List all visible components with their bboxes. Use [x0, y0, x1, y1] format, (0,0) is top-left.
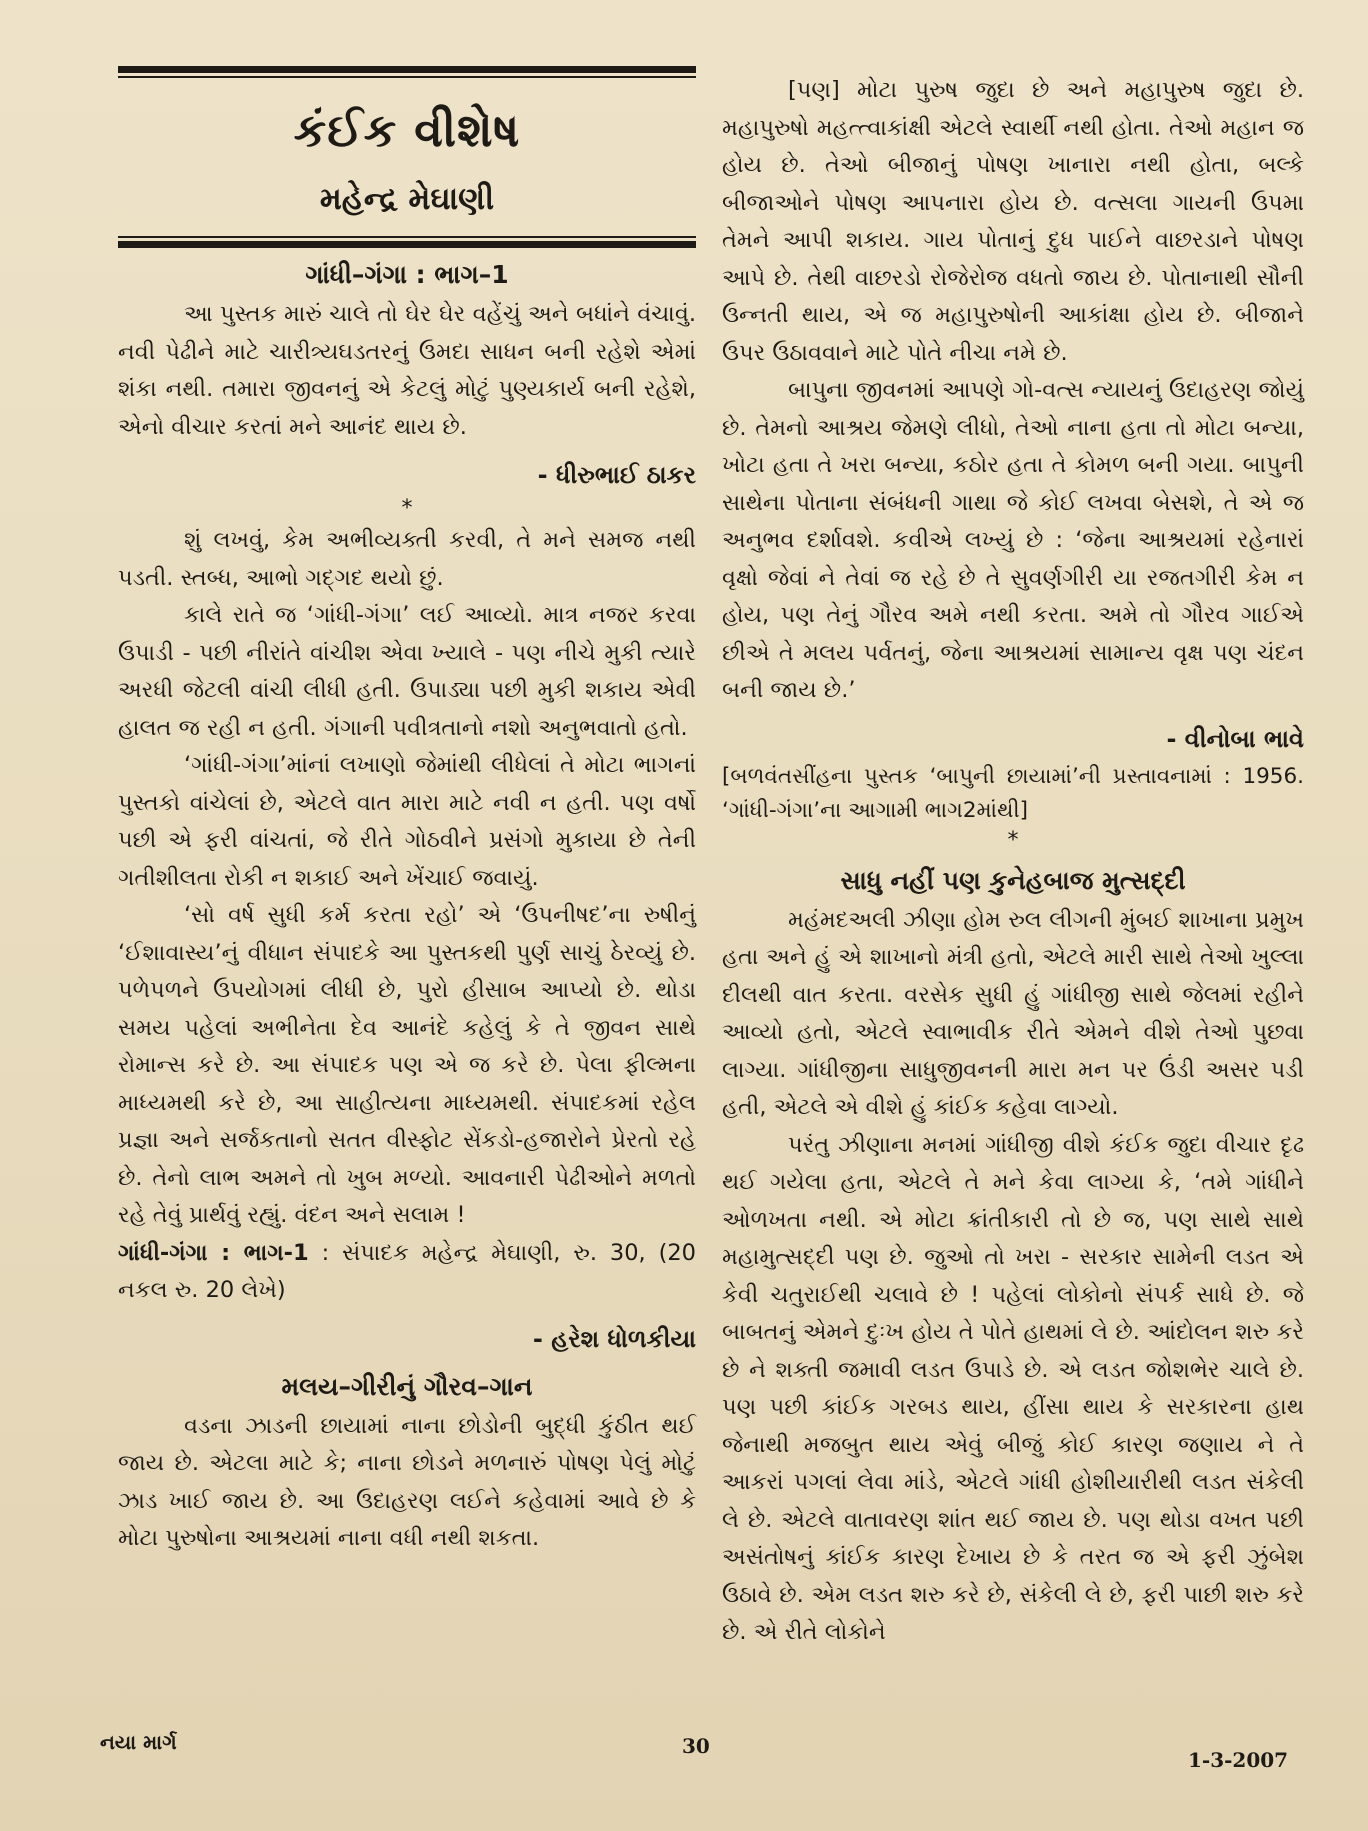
column-author: મહેન્દ્ર મેઘાણી [319, 181, 495, 217]
paragraph: [પણ] મોટા પુરુષ જુદા છે અને મહાપુરુષ જુદા છે. મહાપુરુષો મહત્ત્વાકાંક્ષી એટલે સ્વાર્થી નથી હોતા. તેઓ મહાન જ હોય છે. તેઓ બીજાનું પોષણ ખાનારા નથી હોતા, બલ્કે બીજાઓને પોષણ આપનારા હોય છે. વત્સલા ગાયની ઉપમા તેમને આપી શકાય. ગાય પોતાનું દુધ પાઈને વાછરડાને પોષણ આપે છે. તેથી વાછરડો રોજેરોજ વધતો જાય છે. પોતાનાથી સૌની ઉન્નતી થાય, એ જ મહાપુરુષોની આકાંક્ષા હોય છે. બીજાને ઉપર ઉઠાવવાને માટે પોતે નીચા નમે છે. [722, 77, 1304, 366]
issue-date: 1-3-2007 [1188, 1748, 1289, 1772]
paragraph: કાલે રાતે જ ‘ગાંધી-ગંગા’ લઈ આવ્યો. માત્ર નજર કરવા ઉપાડી - પછી નીરાંતે વાંચીશ એવા ખ્યાલે - પણ નીચે મુકી ત્યારે અરધી જેટલી વાંચી લીધી હતી. ઉપાડ્યા પછી મુકી શકાય એવી હાલત જ રહી ન હતી. ગંગાની પવીત્રતાનો નશો અનુભવાતો હતો. [118, 602, 696, 741]
page-footer [0, 1730, 1368, 1770]
section-heading-sadhu-nahi: સાધુ નહીં પણ કુનેહબાજ મુત્સદ્દી [840, 865, 1186, 895]
paragraph: વડના ઝાડની છાયામાં નાના છોડોની બુદ્ધી કુંઠીત થઈ જાય છે. એટલા માટે કે; નાના છોડને મળનારું પોષણ પેલું મોટું ઝાડ ખાઈ જાય છે. આ ઉદાહરણ લઈને કહેવામાં આવે છે કે મોટા પુરુષોના આશ્રયમાં નાના વધી નથી શકતા. [118, 1412, 696, 1551]
signature-haresh-dholakia: - હરેશ ધોળકીયા [532, 1324, 696, 1353]
citation: [બળવંતસીંહના પુસ્તક ‘બાપુની છાયામાં’ની પ્રસ્તાવનામાં : 1956. ‘ગાંધી-ગંગા’ના આગામી ભાગ2માંથી] [722, 763, 1304, 823]
section-heading-gandhi-ganga: ગાંધી–ગંગા : ભાગ–1 [305, 260, 509, 289]
separator-star: * [1007, 827, 1019, 853]
paragraph: શું લખવું, કેમ અભીવ્યક્તી કરવી, તે મને સમજ નથી પડતી. સ્તબ્ધ, આભો ગદ્‌ગદ થયો છું. [118, 527, 696, 591]
book-info-details: : સંપાદક મહેન્દ્ર મેઘાણી, રુ. 30, (20 નકલ રુ. 20 લેખે) [118, 1239, 696, 1303]
section-heading-malay-giri: મલય–ગીરીનું ગૌરવ–ગાન [281, 1371, 533, 1401]
book-info-title: ગાંધી-ગંગા : ભાગ-1 [118, 1239, 309, 1266]
top-rule [118, 66, 696, 73]
signature-dhirubhai-thakar: - ધીરુભાઈ ઠાકર [537, 461, 696, 489]
paragraph: આ પુસ્તક મારું ચાલે તો ઘેર ઘેર વહેંચું અને બધાંને વંચાવું. નવી પેઢીને માટે ચારીત્ર્યઘડતરનું ઉમદા સાધન બની રહેશે એમાં શંકા નથી. તમારા જીવનનું એ કેટલું મોટું પુણ્યકાર્ય બની રહેશે, એનો વીચાર કરતાં મને આનંદ થાય છે. [118, 301, 696, 440]
top-rule-thin [118, 76, 696, 78]
header-bottom-rule-thin [118, 236, 696, 238]
paragraph: મહંમદઅલી ઝીણા હોમ રુલ લીગની મુંબઈ શાખાના પ્રમુખ હતા અને હું એ શાખાનો મંત્રી હતો, એટલે મારી સાથે તેઓ ખુલ્લા દીલથી વાત કરતા. વરસેક સુધી હું ગાંધીજી સાથે જેલમાં રહીને આવ્યો હતો, એટલે સ્વાભાવીક રીતે એમને વીશે તેઓ પુછવા લાગ્યા. ગાંધીજીના સાધુજીવનની મારા મન પર ઉંડી અસર પડી હતી, એટલે એ વીશે હું કાંઈક કહેવા લાગ્યો. [722, 906, 1304, 1120]
signature-vinoba-bhave: - વીનોબા ભાવે [1166, 724, 1304, 753]
header-bottom-rule [118, 241, 696, 248]
paragraph: પરંતુ ઝીણાના મનમાં ગાંધીજી વીશે કંઈક જુદા વીચાર દૃઢ થઈ ગયેલા હતા, એટલે તે મને કેવા લાગ્યા કે, ‘તમે ગાંધીને ઓળખતા નથી. એ મોટા ક્રાંતીકારી તો છે જ, પણ સાથે સાથે મહામુત્સદ્દી પણ છે. જુઓ તો ખરા - સરકાર સામેની લડત એ કેવી ચતુરાઈથી ચલાવે છે ! પહેલાં લોકોનો સંપર્ક સાધે છે. જે બાબતનું એમને દુઃખ હોય તે પોતે હાથમાં લે છે. આંદોલન શરુ કરે છે ને શક્તી જમાવી લડત ઉપાડે છે. એ લડત જોશભેર ચાલે છે. પણ પછી કાંઈક ગરબડ થાય, હીંસા થાય કે સરકારના હાથ જેનાથી મજબુત થાય એવું બીજું કોઈ કારણ જણાય ને તે આકરાં પગલાં લેવા માંડે, એટલે ગાંધી હોશીયારીથી લડત સંકેલી લે છે. એટલે વાતાવરણ શાંત થઈ જાય છે. પણ થોડા વખત પછી અસંતોષનું કાંઈક કારણ દેખાય છે કે તરત જ એ ફરી ઝુંબેશ ઉઠાવે છે. એમ લડત શરુ કરે છે, સંકેલી લે છે, ફરી પાછી શરુ કરે છે. એ રીતે લોકોને [722, 1131, 1304, 1645]
paragraph: બાપુના જીવનમાં આપણે ગો-વત્સ ન્યાયનું ઉદાહરણ જોયું છે. તેમનો આશ્રય જેમણે લીધો, તેઓ નાના હતા તો મોટા બન્યા, ખોટા હતા તે ખરા બન્યા, કઠોર હતા તે કોમળ બની ગયા. બાપુની સાથેના પોતાના સંબંધની ગાથા જે કોઈ લખવા બેસશે, તે એ જ અનુભવ દર્શાવશે. કવીએ લખ્યું છે : ‘જેના આશ્રયમાં રહેનારાં વૃક્ષો જેવાં ને તેવાં જ રહે છે તે સુવર્ણગીરી યા રજતગીરી કેમ ન હોય, પણ તેનું ગૌરવ અમે નથી કરતા. અમે તો ગૌરવ ગાઈએ છીએ તે મલય પર્વતનું, જેના આશ્રયમાં સામાન્ય વૃક્ષ પણ ચંદન બની જાય છે.’ [722, 377, 1304, 703]
page-number: 30 [682, 1734, 710, 1758]
separator-star: * [401, 496, 413, 521]
paragraph: ‘સો વર્ષ સુધી કર્મ કરતા રહો’ એ ‘ઉપનીષદ’ના રુષીનું ‘ઈશાવાસ્ય’નું વીધાન સંપાદકે આ પુસ્તકથી પુર્ણ સાચું ઠેરવ્યું છે. પળેપળને ઉપયોગમાં લીધી છે, પુરો હીસાબ આપ્યો છે. થોડા સમય પહેલાં અભીનેતા દેવ આનંદે કહેલું કે તે જીવન સાથે રોમાન્સ કરે છે. આ સંપાદક પણ એ જ કરે છે. પેલા ફીલ્મના માધ્યમથી કરે છે, આ સાહીત્યના માધ્યમથી. સંપાદકમાં રહેલ પ્રજ્ઞા અને સર્જકતાનો સતત વીસ્ફોટ સેંકડો-હજારોને પ્રેરતો રહે છે. તેનો લાભ અમને તો ખુબ મળ્યો. આવનારી પેઢીઓને મળતો રહે તેવું પ્રાર્થવું રહ્યું. વંદન અને સલામ ! [118, 902, 696, 1228]
right-column [722, 72, 1304, 1652]
magazine-name: નયા માર્ગ [100, 1730, 177, 1754]
column-title: કંઈક વીશેષ [293, 103, 521, 157]
left-column [118, 66, 696, 1558]
book-info [118, 1235, 696, 1310]
paragraph: ‘ગાંધી-ગંગા’માંનાં લખાણો જેમાંથી લીધેલાં તે મોટા ભાગનાં પુસ્તકો વાંચેલાં છે, એટલે વાત મારા માટે નવી ન હતી. પણ વર્ષો પછી એ ફરી વાંચતાં, જે રીતે ગોઠવીને પ્રસંગો મુકાયા છે તેની ગતીશીલતા રોકી ન શકાઈ અને ખેંચાઈ જવાયું. [118, 752, 696, 891]
